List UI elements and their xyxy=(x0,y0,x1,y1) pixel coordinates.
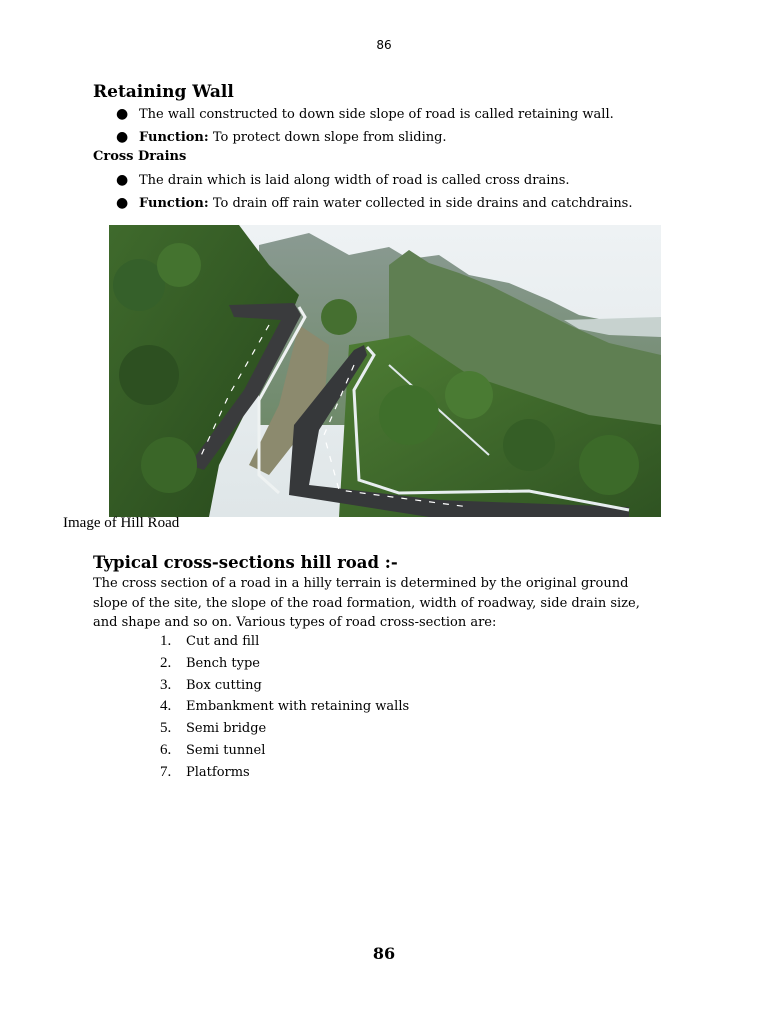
list-number: 1. xyxy=(160,633,172,649)
list-number: 5. xyxy=(160,720,172,737)
list-number: 3. xyxy=(160,676,172,693)
list-label: Semi bridge xyxy=(186,721,267,737)
hill-road-photo xyxy=(109,225,661,517)
cross-sections-paragraph: The cross section of a road in a hilly terrain is determined by the original ground slope of the site, the slope of the road formation, width of roadway, side drain size, and shape and so on. Various types of road cross-section are: xyxy=(93,576,640,630)
cross-section-types-list xyxy=(160,633,409,786)
function-text: To drain off rain water collected in side drains and catchdrains. xyxy=(208,196,633,211)
function-label: Function: xyxy=(139,130,209,145)
list-item xyxy=(160,677,409,699)
list-number: 6. xyxy=(160,741,172,758)
list-item xyxy=(160,742,409,764)
list-item xyxy=(160,655,409,677)
bullet-icon: ● xyxy=(116,106,129,122)
list-number: 4. xyxy=(160,698,172,715)
bullet-icon: ● xyxy=(116,129,129,145)
list-item xyxy=(160,698,409,720)
retaining-wall-heading: Retaining Wall xyxy=(93,82,234,102)
list-label: Platforms xyxy=(186,764,250,780)
bullet-icon: ● xyxy=(116,195,129,211)
cross-drains-heading: Cross Drains xyxy=(93,149,187,164)
bullet-text xyxy=(139,130,447,145)
list-number: 7. xyxy=(160,763,172,780)
list-label: Semi tunnel xyxy=(186,742,266,758)
bullet-text xyxy=(139,196,633,211)
list-label: Bench type xyxy=(186,655,260,671)
list-label: Cut and fill xyxy=(186,634,260,649)
bullet-text: The wall constructed to down side slope of road is called retaining wall. xyxy=(139,107,614,122)
list-label: Box cutting xyxy=(186,677,262,693)
cross-sections-heading: Typical cross-sections hill road :- xyxy=(93,553,398,572)
list-number: 2. xyxy=(160,654,172,671)
bullet-icon: ● xyxy=(116,172,129,188)
list-item xyxy=(160,764,409,786)
page-number-bottom: 86 xyxy=(372,944,396,963)
list-item xyxy=(160,720,409,742)
page-number-top: 86 xyxy=(376,38,392,52)
list-item xyxy=(160,633,409,655)
figure-caption: Image of Hill Road xyxy=(63,515,180,531)
list-label: Embankment with retaining walls xyxy=(186,699,410,715)
function-text: To protect down slope from sliding. xyxy=(208,130,447,145)
bullet-text: The drain which is laid along width of road is called cross drains. xyxy=(139,173,570,188)
function-label: Function: xyxy=(139,196,209,211)
